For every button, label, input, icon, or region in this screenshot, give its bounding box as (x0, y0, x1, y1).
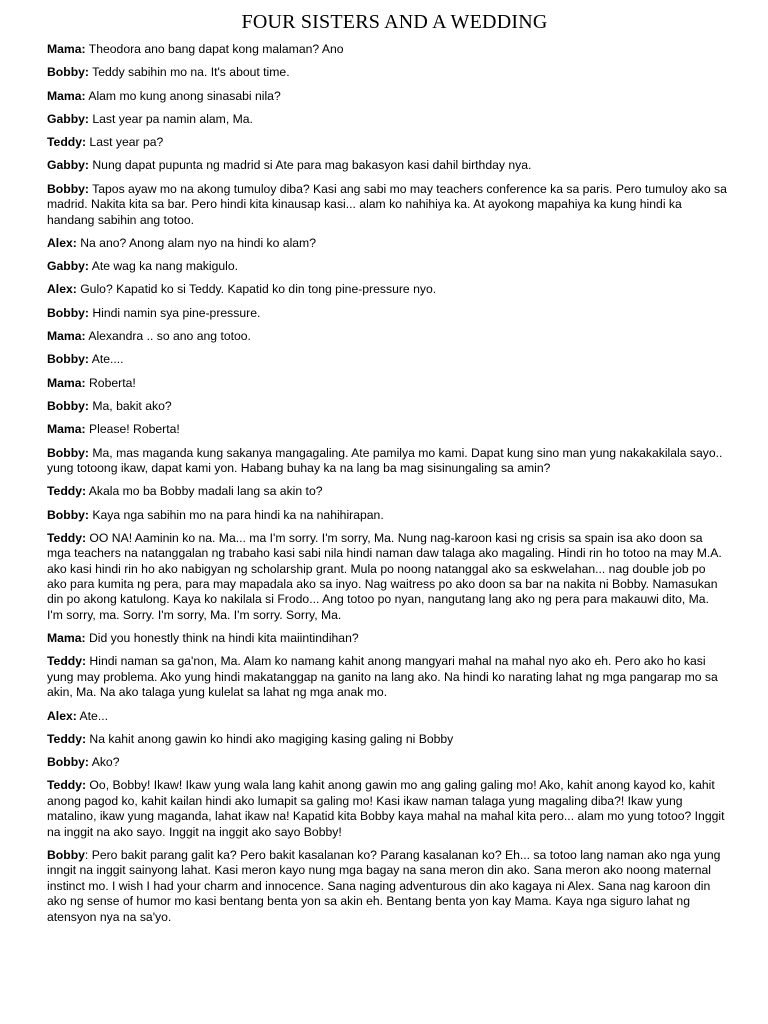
dialogue-text: Na kahit anong gawin ko hindi ako magiging kasing galing ni Bobby (86, 731, 454, 746)
speaker-name: Bobby: (47, 305, 89, 320)
speaker-name: Alex: (47, 235, 77, 250)
speaker-name: Mama: (47, 631, 86, 646)
dialogue-text: Akala mo ba Bobby madali lang sa akin to? (86, 484, 323, 499)
dialogue-line (47, 282, 728, 297)
dialogue-line (47, 422, 728, 437)
dialogue-text: Roberta! (85, 375, 136, 390)
dialogue-line (47, 259, 728, 274)
dialogue-line (47, 376, 728, 391)
speaker-name: Bobby: (47, 755, 89, 770)
dialogue-text: Alam mo kung anong sinasabi nila? (85, 88, 281, 103)
dialogue-line (47, 352, 728, 367)
speaker-name: Gabby: (47, 158, 89, 173)
dialogue-text: Ma, mas maganda kung sakanya mangagaling. Ate pamilya mo kami. Dapat kung sino man yung nakakakilala sayo.. yung totoong ikaw, dapat kami yon. Habang buhay ka na lang ba mag sisinungaling sa amin? (47, 445, 723, 475)
dialogue-text: Ma, bakit ako? (88, 398, 172, 413)
dialogue-text: Alexandra .. so ano ang totoo. (85, 329, 251, 344)
dialogue-text: : Pero bakit parang galit ka? Pero bakit kasalanan ko? Parang kasalanan ko? Eh... sa totoo lang naman ako nga yung inngit na inggit sainyong lahat. Kasi meron kayo nung mga bagay na sana meron din ako. Sana meron ako noong maternal instinct mo. I wish I had your charm and innocence. Sana naging adventurous din ako kagaya ni Alex. Sana nag karoon din ako ng sense of humor mo kasi bentang benta yon sa akin eh. Bentang benta yon kay Mama. Kaya nga siguro lahat ng atensyon nya na sa'yo. (47, 848, 721, 924)
speaker-name: Gabby: (47, 259, 89, 274)
dialogue-line (47, 158, 728, 173)
dialogue-text: Last year pa namin alam, Ma. (88, 111, 253, 126)
speaker-name: Teddy: (47, 731, 87, 746)
dialogue-line (47, 135, 728, 150)
speaker-name: Teddy: (47, 530, 87, 545)
speaker-name: Gabby: (47, 111, 89, 126)
dialogue-line (47, 306, 728, 321)
dialogue-text: Did you honestly think na hindi kita maiintindihan? (85, 631, 359, 646)
speaker-name: Alex: (47, 708, 77, 723)
speaker-name: Bobby: (47, 181, 89, 196)
speaker-name: Bobby: (47, 398, 89, 413)
speaker-name: Mama: (47, 42, 86, 56)
dialogue-line (47, 531, 728, 623)
dialogue-line (47, 631, 728, 646)
dialogue-line (47, 848, 728, 925)
dialogue-text: Theodora ano bang dapat kong malaman? Ano (85, 42, 344, 56)
speaker-name: Bobby: (47, 507, 89, 522)
dialogue-line (47, 755, 728, 770)
dialogue-text: Hindi naman sa ga'non, Ma. Alam ko namang kahit anong mangyari mahal na mahal nyo ako eh. Pero ako ho kasi yung may problema. Ako yung hindi makatanggap na ganito na lang ako. Na hindi ko narating lahat ng mga pangarap mo sa akin, Ma. Na ako talaga yung kulelat sa lahat ng mga anak mo. (47, 654, 718, 700)
speaker-name: Mama: (47, 329, 86, 344)
dialogue-line (47, 778, 728, 840)
speaker-name: Teddy: (47, 778, 87, 793)
speaker-name: Teddy: (47, 654, 87, 669)
speaker-name: Mama: (47, 375, 86, 390)
dialogue-line (47, 446, 728, 477)
dialogue-text: Ate... (76, 708, 108, 723)
dialogue-text: Hindi namin sya pine-pressure. (88, 305, 261, 320)
dialogue-line (47, 236, 728, 251)
document-title: FOUR SISTERS AND A WEDDING (241, 11, 548, 33)
dialogue-text: OO NA! Aaminin ko na. Ma... ma I'm sorry. I'm sorry, Ma. Nung nag-karoon kasi ng crisis sa spain isa ako doon sa mga teachers na natanggalan ng trabaho kasi sabi nila hindi naman daw talaga ako magaling. Hindi rin ho totoo na may M.A. ako kasi hindi rin ho ako nabigyan ng scholarship grant. Mula po noong natanggal ako sa eskwelahan... nag double job po ako para kumita ng pera, para may mapadala ako sa inyo. Nag waitress po ako doon sa bar na nakita ni Bobby. Namasukan din po akong katulong. Kaya ko nakilala si Frodo... Ang totoo po nyan, nangutang lang ako ng pera para makauwi dito, Ma. I'm sorry, ma. Sorry. I'm sorry, Ma. I'm sorry. Sorry, Ma. (47, 530, 722, 622)
speaker-name: Alex: (47, 282, 77, 297)
dialogue-line (47, 182, 728, 228)
speaker-name: Bobby: (47, 352, 89, 367)
dialogue-text: Gulo? Kapatid ko si Teddy. Kapatid ko din tong pine-pressure nyo. (76, 282, 437, 297)
dialogue-text: Ako? (88, 755, 120, 770)
speaker-name: Teddy: (47, 484, 87, 499)
speaker-name: Mama: (47, 422, 86, 437)
speaker-name: Mama: (47, 88, 86, 103)
dialogue-line (47, 112, 728, 127)
dialogue-line (47, 89, 728, 104)
dialogue-text: Ate.... (88, 352, 124, 367)
dialogue-text: Na ano? Anong alam nyo na hindi ko alam? (76, 235, 316, 250)
dialogue (47, 42, 728, 925)
dialogue-line (47, 484, 728, 499)
dialogue-text: Tapos ayaw mo na akong tumuloy diba? Kasi ang sabi mo may teachers conference ka sa paris. Pero tumuloy ako sa madrid. Nakita kita sa bar. Pero hindi kita kinausap kasi... alam ko nahihiya ka. At ayokong mapahiya ka kung hindi ka handang sabihin ang totoo. (47, 181, 727, 227)
dialogue-text: Please! Roberta! (85, 422, 180, 437)
speaker-name: Bobby (47, 848, 85, 862)
dialogue-line (47, 709, 728, 724)
dialogue-line (47, 654, 728, 700)
speaker-name: Bobby: (47, 65, 89, 80)
dialogue-line (47, 399, 728, 414)
speaker-name: Bobby: (47, 445, 89, 460)
dialogue-line (47, 508, 728, 523)
dialogue-line (47, 65, 728, 80)
dialogue-text: Nung dapat pupunta ng madrid si Ate para mag bakasyon kasi dahil birthday nya. (88, 158, 532, 173)
dialogue-text: Ate wag ka nang makigulo. (88, 259, 239, 274)
speaker-name: Teddy: (47, 135, 87, 150)
dialogue-text: Kaya nga sabihin mo na para hindi ka na nahihirapan. (88, 507, 384, 522)
dialogue-text: Last year pa? (86, 135, 164, 150)
dialogue-line (47, 732, 728, 747)
dialogue-line (47, 329, 728, 344)
dialogue-text: Oo, Bobby! Ikaw! Ikaw yung wala lang kahit anong gawin mo ang galing galing mo! Ako, kahit anong kayod ko, kahit anong pagod ko, kahit kailan hindi ako lumapit sa galing mo! Kasi ikaw naman talaga yung magaling diba?! Ikaw yung matalino, ikaw yung maganda, lahat ikaw na! Kapatid kita Bobby kaya mahal na mahal kita pero... alam mo yung totoo? Inggit na inggit na ako sayo. Inggit na inggit ako sayo Bobby! (47, 778, 725, 839)
dialogue-line (47, 42, 728, 57)
dialogue-text: Teddy sabihin mo na. It's about time. (88, 65, 290, 80)
